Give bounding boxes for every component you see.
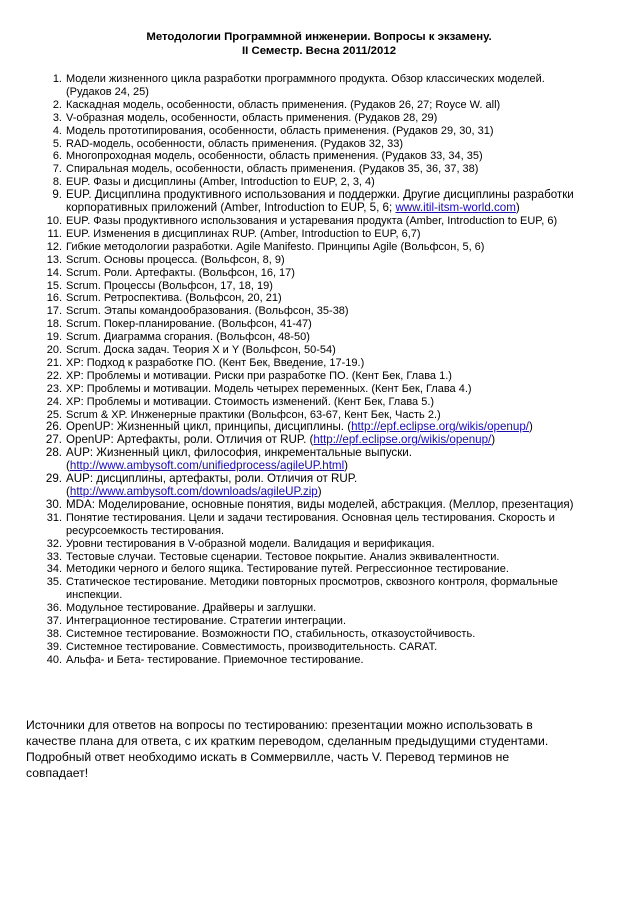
- question-item: [52, 98, 612, 112]
- question-text: [66, 654, 364, 666]
- question-text: [66, 188, 574, 214]
- question-text: [66, 305, 349, 317]
- question-number: 2.: [52, 98, 62, 111]
- question-number: 29.: [45, 472, 62, 486]
- question-text-segment: Спиральная модель, особенности, область применения. (Рудаков 35, 36, 37, 38): [66, 163, 479, 176]
- question-text: [66, 318, 312, 330]
- question-text-segment: ): [491, 433, 496, 447]
- question-item: [46, 615, 612, 628]
- question-number: 18.: [46, 318, 62, 331]
- question-text-segment: Scrum. Ретроспектива. (Вольфсон, 20, 21): [66, 292, 282, 305]
- question-text-segment: XP: Проблемы и мотивации. Модель четырех переменных. (Кент Бек, Глава 4.): [66, 382, 472, 395]
- question-text-segment: корпоративных приложений (Amber, Introduction to EUP, 5, 6;: [66, 201, 396, 215]
- question-text: [66, 396, 434, 408]
- question-text: [66, 551, 500, 563]
- question-number: 20.: [46, 344, 62, 357]
- question-text-segment: OpenUP: Артефакты, роли. Отличия от RUP. (: [66, 433, 314, 447]
- question-text-segment: XP: Проблемы и мотивации. Риски при разработке ПО. (Кент Бек, Глава 1.): [66, 369, 452, 382]
- sources-note-line: Источники для ответов на вопросы по тестированию: презентации можно использовать в: [26, 718, 533, 732]
- question-text-segment: Scrum. Доска задач. Теория X и Y (Вольфсон, 50-54): [66, 344, 336, 357]
- question-text: [66, 472, 357, 498]
- question-number: 19.: [46, 331, 62, 344]
- question-number: 40.: [46, 653, 62, 666]
- question-item: [52, 188, 612, 215]
- question-text: [66, 420, 533, 433]
- question-text-segment: (: [66, 459, 70, 473]
- question-list: [45, 73, 612, 667]
- question-number: 23.: [46, 382, 62, 395]
- question-text-segment: Тестовые случаи. Тестовые сценарии. Тестовое покрытие. Анализ эквивалентности.: [66, 550, 500, 563]
- question-item: [46, 627, 612, 641]
- question-item: [46, 576, 612, 602]
- question-text-segment: Интеграционное тестирование. Стратегии интеграции.: [66, 615, 347, 628]
- question-number: 32.: [46, 537, 62, 550]
- question-item: [52, 137, 612, 151]
- question-item: [45, 446, 612, 473]
- question-text-segment: EUP. Дисциплина продуктивного использования и поддержки. Другие дисциплины разработки: [66, 188, 574, 202]
- question-text: [66, 267, 295, 279]
- question-text-segment: Scrum & XP. Инженерные практики (Вольфсон, 63-67, Кент Бек, Часть 2.): [66, 408, 441, 421]
- question-item: [46, 240, 612, 254]
- question-item: [46, 305, 612, 318]
- question-item: [52, 150, 612, 163]
- question-text: [66, 163, 478, 175]
- question-text: [66, 446, 412, 472]
- question-item: [46, 640, 612, 654]
- question-number: 8.: [52, 176, 62, 189]
- question-number: 5.: [52, 137, 62, 150]
- question-number: 36.: [46, 602, 62, 615]
- question-number: 31.: [46, 511, 62, 524]
- question-item: [46, 563, 612, 576]
- question-item: [52, 124, 612, 138]
- question-text-segment: (: [66, 485, 70, 498]
- question-number: 30.: [45, 497, 62, 511]
- reference-link[interactable]: http://www.ambysoft.com/unifiedprocess/agileUP.html: [69, 459, 345, 473]
- reference-link[interactable]: http://epf.eclipse.org/wikis/openup/: [313, 433, 492, 447]
- question-text-segment: Scrum. Роли. Артефакты. (Вольфсон, 16, 17): [66, 266, 295, 279]
- question-text: [66, 563, 509, 575]
- question-item: [46, 382, 612, 396]
- question-number: 6.: [52, 150, 62, 163]
- question-text-segment: Методики черного и белого ящика. Тестирование путей. Регрессионное тестирование.: [66, 563, 509, 576]
- question-text: [66, 125, 494, 137]
- question-text-segment: ): [317, 485, 322, 498]
- question-text-segment: (Рудаков 24, 25): [66, 85, 149, 98]
- question-text-segment: Уровни тестирования в V-образной модели. Валидация и верификация.: [66, 537, 435, 550]
- sources-note-line: качестве плана для ответа, с их кратким переводом, сделанным предыдущими студентами.: [26, 734, 549, 748]
- question-item: [46, 253, 612, 267]
- question-text: [66, 641, 437, 653]
- question-item: [46, 653, 612, 667]
- question-item: [46, 369, 612, 383]
- question-item: [46, 318, 612, 331]
- reference-link[interactable]: www.itil-itsm-world.com: [395, 201, 516, 215]
- question-item: [46, 344, 612, 357]
- question-number: 33.: [46, 550, 62, 563]
- question-text-segment: Scrum. Процессы (Вольфсон, 17, 18, 19): [66, 279, 273, 292]
- question-number: 35.: [46, 576, 62, 589]
- question-item: [52, 111, 612, 125]
- title-line-1: Методологии Программной инженерии. Вопросы к экзамену.: [146, 31, 492, 43]
- question-number: 15.: [46, 279, 62, 292]
- question-number: 9.: [52, 188, 62, 202]
- question-text-segment: EUP. Фазы продуктивного использования и устаревания продукта (Amber, Introduction to EUP, 6): [66, 214, 558, 227]
- question-item: [46, 395, 612, 409]
- question-number: 39.: [46, 640, 62, 653]
- question-number: 28.: [45, 446, 62, 460]
- question-number: 38.: [46, 627, 62, 640]
- question-text-segment: ): [515, 201, 520, 215]
- question-text: [66, 150, 483, 162]
- document-title: [0, 30, 638, 58]
- question-text: [66, 73, 545, 98]
- question-item: [52, 163, 612, 176]
- question-number: 7.: [52, 163, 62, 176]
- question-item: [46, 602, 612, 615]
- question-text-segment: OpenUP: Жизненный цикл, принципы, дисциплины. (: [66, 420, 352, 434]
- question-text-segment: инспекции.: [66, 589, 123, 602]
- question-text-segment: Статическое тестирование. Методики повторных просмотров, сквозного контроля, формальные: [66, 576, 558, 589]
- question-text-segment: Scrum. Диаграмма сгорания. (Вольфсон, 48-50): [66, 331, 310, 344]
- question-text-segment: Многопроходная модель, особенности, область применения. (Рудаков 33, 34, 35): [66, 150, 483, 163]
- question-text-segment: Понятие тестирования. Цели и задачи тестирования. Основная цель тестирования. Скорость и: [66, 511, 555, 524]
- question-text-segment: AUP: дисциплины, артефакты, роли. Отличия от RUP.: [66, 472, 358, 486]
- question-text: [66, 241, 484, 253]
- question-text-segment: Гибкие методологии разработки. Agile Manifesto. Принципы Agile (Вольфсон, 5, 6): [66, 240, 485, 253]
- sources-note-line: Подробный ответ необходимо искать в Соммервилле, часть V. Перевод терминов не: [26, 750, 510, 764]
- question-text-segment: Модель прототипирования, особенности, область применения. (Рудаков 29, 30, 31): [66, 124, 494, 137]
- title-line-2: II Семестр. Весна 2011/2012: [241, 45, 397, 57]
- question-text-segment: ): [344, 459, 349, 473]
- question-item: [46, 331, 612, 344]
- question-text: [66, 383, 472, 395]
- question-number: 13.: [46, 253, 62, 266]
- question-item: [46, 550, 612, 564]
- question-text-segment: V-образная модель, особенности, область применения. (Рудаков 28, 29): [66, 111, 438, 124]
- question-item: [46, 266, 612, 280]
- question-text: [66, 292, 282, 304]
- question-text: [66, 370, 452, 382]
- question-number: 25.: [46, 408, 62, 421]
- question-text-segment: Scrum. Покер-планирование. (Вольфсон, 41-47): [66, 318, 312, 331]
- question-text-segment: ресурсоемкость тестирования.: [66, 524, 225, 537]
- question-number: 37.: [46, 615, 62, 628]
- question-text-segment: EUP. Фазы и дисциплины (Amber, Introduction to EUP, 2, 3, 4): [66, 176, 375, 189]
- question-text-segment: Каскадная модель, особенности, область применения. (Рудаков 26, 27; Royce W. all): [66, 98, 501, 111]
- question-text: [66, 112, 437, 124]
- question-item: [52, 73, 612, 99]
- question-text: [66, 138, 403, 150]
- question-text: [66, 215, 557, 227]
- question-number: 4.: [52, 124, 62, 137]
- question-text-segment: ): [528, 420, 533, 434]
- question-text: [66, 357, 364, 369]
- question-item: [46, 511, 612, 538]
- question-number: 10.: [46, 214, 62, 227]
- question-item: [46, 279, 612, 293]
- question-number: 22.: [46, 369, 62, 382]
- question-number: 16.: [46, 292, 62, 305]
- question-text-segment: Альфа- и Бета- тестирование. Приемочное тестирование.: [66, 653, 364, 666]
- question-text-segment: Scrum. Этапы командообразования. (Вольфсон, 35-38): [66, 305, 349, 318]
- question-text: [66, 628, 475, 640]
- question-text-segment: AUP: Жизненный цикл, философия, инкрементальные выпуски.: [66, 446, 412, 460]
- question-text-segment: Системное тестирование. Возможности ПО, стабильность, отказоустойчивость.: [66, 627, 476, 640]
- question-text: [66, 409, 441, 421]
- question-number: 26.: [45, 420, 62, 434]
- question-number: 14.: [46, 266, 62, 279]
- question-text: [66, 602, 316, 614]
- sources-note: [26, 717, 612, 781]
- question-text-segment: XP: Проблемы и мотивации. Стоимость изменений. (Кент Бек, Глава 5.): [66, 395, 435, 408]
- question-item: [46, 537, 612, 551]
- question-text: [66, 512, 555, 537]
- question-item: [47, 227, 612, 241]
- question-text-segment: MDA: Моделирование, основные понятия, виды моделей, абстракция. (Меллор, презентация): [66, 497, 574, 511]
- question-text: [66, 538, 435, 550]
- question-item: [45, 497, 612, 512]
- question-number: 21.: [46, 356, 62, 369]
- question-text: [66, 498, 573, 511]
- question-text-segment: EUP. Изменения в дисциплинах RUP. (Amber, Introduction to EUP, 6,7): [66, 227, 421, 240]
- question-item: [46, 292, 612, 305]
- question-text: [66, 615, 346, 627]
- question-item: [46, 356, 612, 370]
- question-number: 3.: [52, 111, 62, 124]
- question-number: 24.: [46, 395, 62, 408]
- reference-link[interactable]: http://www.ambysoft.com/downloads/agileUP.zip: [69, 485, 318, 498]
- question-text: [66, 433, 495, 446]
- question-number: 11.: [47, 227, 62, 240]
- question-item: [46, 214, 612, 228]
- question-text: [66, 344, 336, 356]
- question-text: [66, 228, 421, 240]
- question-number: 34.: [46, 563, 62, 576]
- reference-link[interactable]: http://epf.eclipse.org/wikis/openup/: [351, 420, 529, 434]
- question-item: [45, 472, 612, 499]
- question-text-segment: Модели жизненного цикла разработки программного продукта. Обзор классических моделей.: [66, 73, 545, 85]
- question-text-segment: XP: Подход к разработке ПО. (Кент Бек, Введение, 17-19.): [66, 356, 365, 369]
- question-text-segment: Модульное тестирование. Драйверы и заглушки.: [66, 602, 317, 615]
- question-text: [66, 254, 285, 266]
- question-text: [66, 176, 375, 188]
- question-number: 17.: [46, 305, 62, 318]
- question-number: 27.: [45, 433, 62, 447]
- question-text-segment: Системное тестирование. Совместимость, производительность. CARAT.: [66, 640, 438, 653]
- question-text-segment: Scrum. Основы процесса. (Вольфсон, 8, 9): [66, 253, 285, 266]
- sources-note-line: совпадает!: [26, 766, 89, 780]
- question-number: 12.: [46, 240, 62, 253]
- question-text: [66, 331, 310, 343]
- question-text: [66, 280, 273, 292]
- question-number: 1.: [52, 73, 62, 85]
- question-text: [66, 99, 500, 111]
- question-text-segment: RAD-модель, особенности, область применения. (Рудаков 32, 33): [66, 137, 404, 150]
- question-text: [66, 576, 558, 601]
